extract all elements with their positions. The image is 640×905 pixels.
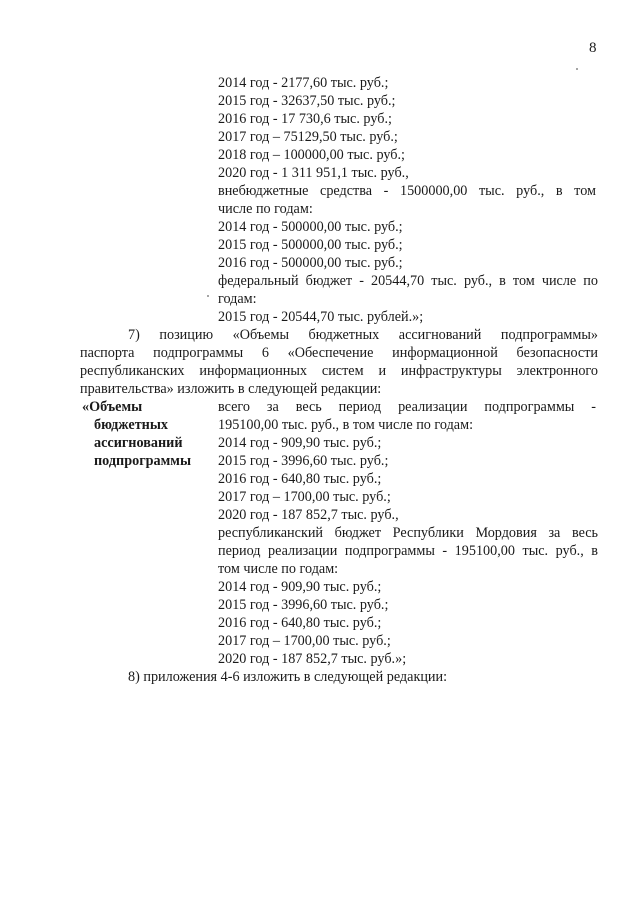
table-label: ассигнований	[94, 435, 183, 451]
item7-line: 7) позицию «Объемы бюджетных ассигнований подпрограммы»	[128, 327, 598, 343]
republic-year: 2014 год - 909,90 тыс. руб.;	[218, 579, 382, 595]
total-year: 2017 год – 1700,00 тыс. руб.;	[218, 489, 391, 505]
table-label: «Объемы	[82, 399, 143, 415]
total-line: всего за весь период реализации подпрограммы -	[218, 399, 596, 415]
total-year: 2020 год - 187 852,7 тыс. руб.,	[218, 507, 399, 523]
block1-line: 2016 год - 17 730,6 тыс. руб.;	[218, 111, 392, 127]
block1-line: 2015 год - 32637,50 тыс. руб.;	[218, 93, 396, 109]
item7-line: паспорта подпрограммы 6 «Обеспечение информационной безопасности	[80, 345, 598, 361]
total-line: 195100,00 тыс. руб., в том числе по годам:	[218, 417, 474, 433]
scan-speck	[207, 295, 209, 297]
republic-line: том числе по годам:	[218, 561, 339, 577]
republic-line: период реализации подпрограммы - 195100,00 тыс. руб., в	[218, 543, 598, 559]
page-number: 8	[589, 40, 597, 56]
republic-year: 2017 год – 1700,00 тыс. руб.;	[218, 633, 391, 649]
federal-line: федеральный бюджет - 20544,70 тыс. руб., в том числе по	[218, 273, 598, 289]
item7-line: правительства» изложить в следующей редакции:	[80, 381, 382, 397]
total-year: 2016 год - 640,80 тыс. руб.;	[218, 471, 382, 487]
offbudget-year: 2016 год - 500000,00 тыс. руб.;	[218, 255, 403, 271]
republic-year: 2016 год - 640,80 тыс. руб.;	[218, 615, 382, 631]
total-year: 2014 год - 909,90 тыс. руб.;	[218, 435, 382, 451]
offbudget-year: 2015 год - 500000,00 тыс. руб.;	[218, 237, 403, 253]
scan-speck	[576, 68, 578, 70]
republic-year: 2020 год - 187 852,7 тыс. руб.»;	[218, 651, 407, 667]
block1-line: 2017 год – 75129,50 тыс. руб.;	[218, 129, 398, 145]
federal-line: годам:	[218, 291, 257, 307]
block1-line: 2020 год - 1 311 951,1 тыс. руб.,	[218, 165, 409, 181]
table-label: бюджетных	[94, 417, 169, 433]
offbudget-year: 2014 год - 500000,00 тыс. руб.;	[218, 219, 403, 235]
block1-line: 2014 год - 2177,60 тыс. руб.;	[218, 75, 389, 91]
republic-year: 2015 год - 3996,60 тыс. руб.;	[218, 597, 389, 613]
republic-line: республиканский бюджет Республики Мордовия за весь	[218, 525, 598, 541]
offbudget-line: внебюджетные средства - 1500000,00 тыс. руб., в том	[218, 183, 596, 199]
total-year: 2015 год - 3996,60 тыс. руб.;	[218, 453, 389, 469]
offbudget-line: числе по годам:	[218, 201, 313, 217]
federal-year: 2015 год - 20544,70 тыс. рублей.»;	[218, 309, 424, 325]
item8-line: 8) приложения 4-6 изложить в следующей редакции:	[128, 669, 448, 685]
item7-line: республиканских информационных систем и инфраструктуры электронного	[80, 363, 598, 379]
block1-line: 2018 год – 100000,00 тыс. руб.;	[218, 147, 405, 163]
table-label: подпрограммы	[94, 453, 192, 469]
